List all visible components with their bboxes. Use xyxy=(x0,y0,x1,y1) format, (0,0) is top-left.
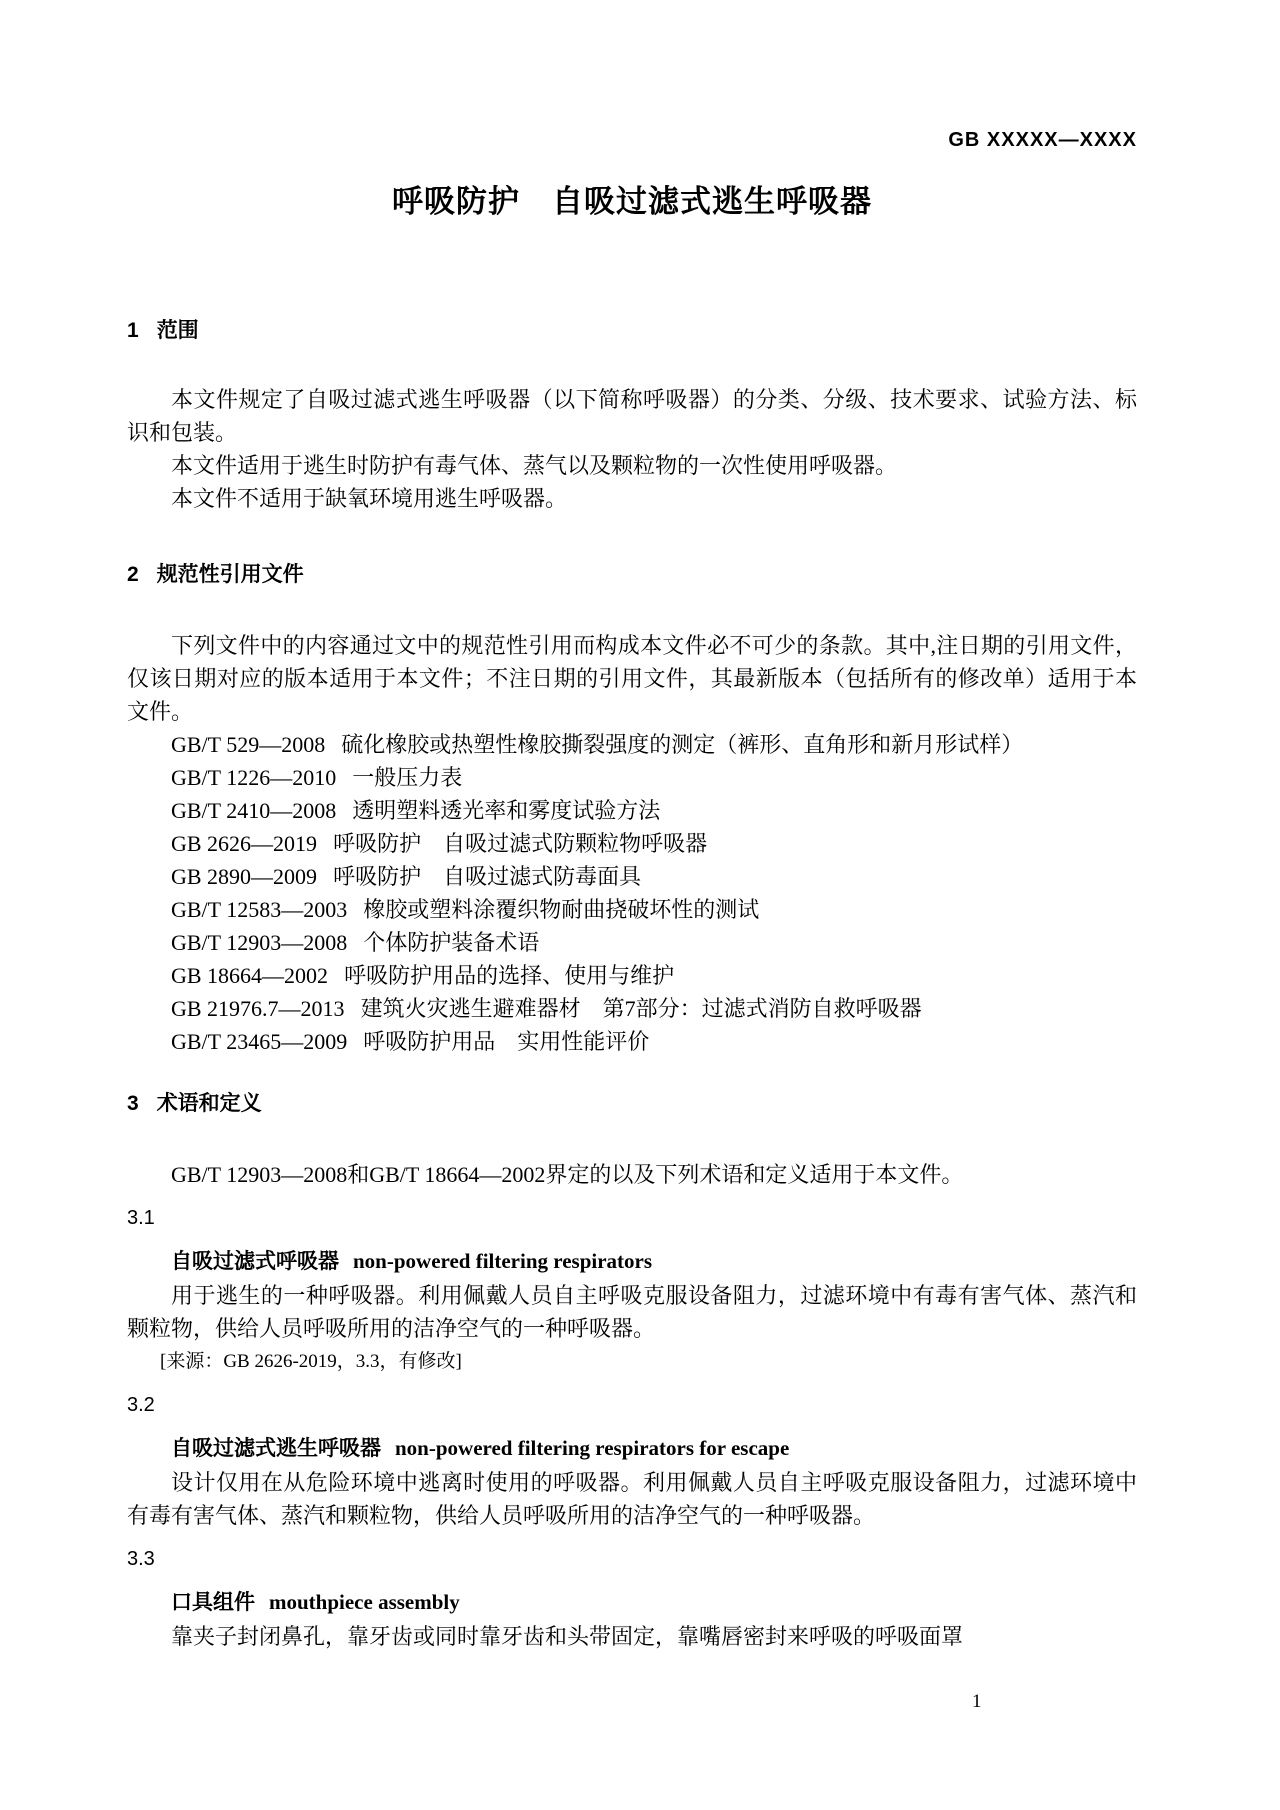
term-block-3-2 xyxy=(127,1390,1137,1532)
reference-title: 一般压力表 xyxy=(352,765,463,790)
section-1-title: 范围 xyxy=(156,319,199,342)
scope-paragraph-1: 本文件规定了自吸过滤式逃生呼吸器（以下简称呼吸器）的分类、分级、技术要求、试验方法、标识和包装。 xyxy=(127,387,1137,445)
reference-code: GB 21976.7—2013 xyxy=(171,996,345,1021)
reference-title: 建筑火灾逃生避难器材 第7部分：过滤式消防自救呼吸器 xyxy=(360,996,922,1021)
reference-item xyxy=(171,893,1137,926)
reference-code: GB 2890—2009 xyxy=(171,864,318,889)
reference-title: 呼吸防护用品的选择、使用与维护 xyxy=(344,963,675,988)
reference-item xyxy=(171,761,1137,794)
section-1-heading xyxy=(127,317,1137,345)
term-source: [来源：GB 2626-2019，3.3，有修改] xyxy=(160,1351,462,1372)
reference-title: 呼吸防护用品 实用性能评价 xyxy=(363,1029,650,1054)
reference-item xyxy=(171,1025,1137,1058)
reference-item xyxy=(171,860,1137,893)
section-3-number: 3 xyxy=(127,1092,139,1115)
reference-title: 呼吸防护 自吸过滤式防毒面具 xyxy=(333,864,642,889)
term-definition: 用于逃生的一种呼吸器。利用佩戴人员自主呼吸克服设备阻力，过滤环境中有毒有害气体、蒸汽和颗粒物，供给人员呼吸所用的洁净空气的一种呼吸器。 xyxy=(127,1283,1137,1341)
term-title xyxy=(127,1245,1137,1278)
term-definition: 靠夹子封闭鼻孔，靠牙齿或同时靠牙齿和头带固定，靠嘴唇密封来呼吸的呼吸面罩 xyxy=(171,1624,964,1649)
reference-item xyxy=(171,926,1137,959)
reference-item xyxy=(171,992,1137,1025)
term-english: non-powered filtering respirators xyxy=(353,1249,653,1273)
section-normative-references xyxy=(127,561,1137,1058)
reference-item xyxy=(171,827,1137,860)
section-3-title: 术语和定义 xyxy=(156,1092,262,1115)
reference-code: GB/T 12583—2003 xyxy=(171,897,348,922)
reference-item xyxy=(171,959,1137,992)
reference-code: GB/T 12903—2008 xyxy=(171,930,348,955)
term-block-3-1 xyxy=(127,1203,1137,1378)
reference-code: GB/T 2410—2008 xyxy=(171,798,337,823)
reference-item xyxy=(171,794,1137,827)
reference-title: 个体防护装备术语 xyxy=(363,930,540,955)
term-title xyxy=(127,1586,1137,1619)
reference-title: 橡胶或塑料涂覆织物耐曲挠破坏性的测试 xyxy=(363,897,760,922)
reference-code: GB/T 23465—2009 xyxy=(171,1029,348,1054)
term-number: 3.1 xyxy=(127,1207,155,1229)
reference-code: GB 18664—2002 xyxy=(171,963,329,988)
section-2-number: 2 xyxy=(127,563,139,586)
scope-paragraph-3: 本文件不适用于缺氧环境用逃生呼吸器。 xyxy=(171,486,568,511)
reference-title: 呼吸防护 自吸过滤式防颗粒物呼吸器 xyxy=(333,831,708,856)
terms-intro: GB/T 12903—2008和GB/T 18664—2002界定的以及下列术语和定义适用于本文件。 xyxy=(171,1162,964,1187)
term-number: 3.2 xyxy=(127,1394,155,1416)
term-chinese: 自吸过滤式呼吸器 xyxy=(171,1250,339,1273)
section-3-heading xyxy=(127,1090,1137,1118)
term-definition: 设计仅用在从危险环境中逃离时使用的呼吸器。利用佩戴人员自主呼吸克服设备阻力，过滤环境中有毒有害气体、蒸汽和颗粒物，供给人员呼吸所用的洁净空气的一种呼吸器。 xyxy=(127,1470,1137,1528)
term-chinese: 自吸过滤式逃生呼吸器 xyxy=(171,1437,381,1460)
references-intro: 下列文件中的内容通过文中的规范性引用而构成本文件必不可少的条款。其中,注日期的引用文件，仅该日期对应的版本适用于本文件；不注日期的引用文件，其最新版本（包括所有的修改单）适用于本文件。 xyxy=(127,633,1137,724)
reference-code: GB 2626—2019 xyxy=(171,831,318,856)
term-title xyxy=(127,1432,1137,1465)
reference-title: 硫化橡胶或热塑性橡胶撕裂强度的测定（裤形、直角形和新月形试样） xyxy=(341,732,1024,757)
term-english: non-powered filtering respirators for escape xyxy=(395,1436,790,1460)
document-code: GB XXXXX—XXXX xyxy=(948,129,1137,151)
page-number: 1 xyxy=(972,1691,982,1712)
document-title: 呼吸防护 自吸过滤式逃生呼吸器 xyxy=(392,184,872,219)
reference-title: 透明塑料透光率和雾度试验方法 xyxy=(352,798,661,823)
reference-list xyxy=(127,728,1137,1058)
section-2-title: 规范性引用文件 xyxy=(156,563,304,586)
section-2-heading xyxy=(127,561,1137,589)
term-number: 3.3 xyxy=(127,1548,155,1570)
section-terms-definitions xyxy=(127,1090,1137,1653)
reference-item xyxy=(171,728,1137,761)
section-1-number: 1 xyxy=(127,319,139,342)
scope-paragraph-2: 本文件适用于逃生时防护有毒气体、蒸气以及颗粒物的一次性使用呼吸器。 xyxy=(171,453,898,478)
reference-code: GB/T 529—2008 xyxy=(171,732,326,757)
term-block-3-3 xyxy=(127,1544,1137,1653)
section-scope xyxy=(127,317,1137,515)
reference-code: GB/T 1226—2010 xyxy=(171,765,337,790)
term-chinese: 口具组件 xyxy=(171,1591,255,1614)
term-english: mouthpiece assembly xyxy=(269,1590,460,1614)
